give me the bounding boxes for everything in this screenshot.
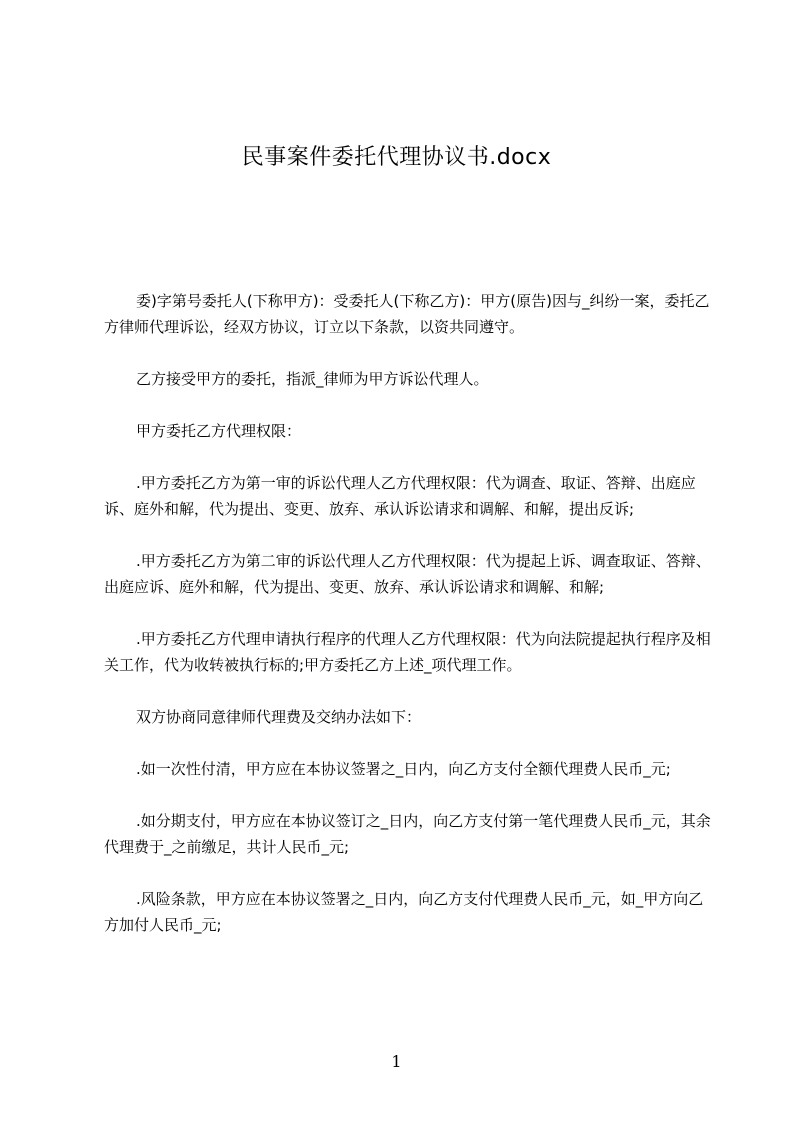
paragraph-execution: .甲方委托乙方代理申请执行程序的代理人乙方代理权限：代为向法院提起执行程序及相关工作，代为收转被执行标的;甲方委托乙方上述_项代理工作。	[104, 630, 711, 674]
paragraph-intro: 委)字第号委托人(下称甲方)：受委托人(下称乙方)：甲方(原告)因与_纠纷一案，委托乙方律师代理诉讼，经双方协议，订立以下条款，以资共同遵守。	[104, 292, 710, 336]
paragraph-second-instance: .甲方委托乙方为第二审的诉讼代理人乙方代理权限：代为提起上诉、调查取证、答辩、出庭应诉、庭外和解，代为提出、变更、放弃、承认诉讼请求和调解、和解;	[104, 552, 711, 596]
paragraph-fee-risk: .风险条款，甲方应在本协议签署之_日内，向乙方支付代理费人民币_元，如_甲方向乙方加付人民币_元;	[104, 890, 704, 934]
document-title: 民事案件委托代理协议书.docx	[241, 145, 552, 170]
document-body	[104, 288, 714, 964]
paragraph-appoint-lawyer: 乙方接受甲方的委托，指派_律师为甲方诉讼代理人。	[136, 370, 489, 388]
page-number: 1	[391, 1052, 402, 1071]
paragraph-fee-installment: .如分期支付，甲方应在本协议签订之_日内，向乙方支付第一笔代理费人民币_元，其余代理费于_之前缴足，共计人民币_元;	[104, 812, 711, 856]
paragraph-fee-lump-sum: .如一次性付清，甲方应在本协议签署之_日内，向乙方支付全额代理费人民币_元;	[136, 760, 671, 778]
paragraph-first-instance: .甲方委托乙方为第一审的诉讼代理人乙方代理权限：代为调查、取证、答辩、出庭应诉、庭外和解，代为提出、变更、放弃、承认诉讼请求和调解、和解，提出反诉;	[104, 474, 696, 518]
paragraph-authority-heading: 甲方委托乙方代理权限：	[136, 422, 302, 440]
paragraph-fee-heading: 双方协商同意律师代理费及交纳办法如下：	[136, 708, 422, 726]
